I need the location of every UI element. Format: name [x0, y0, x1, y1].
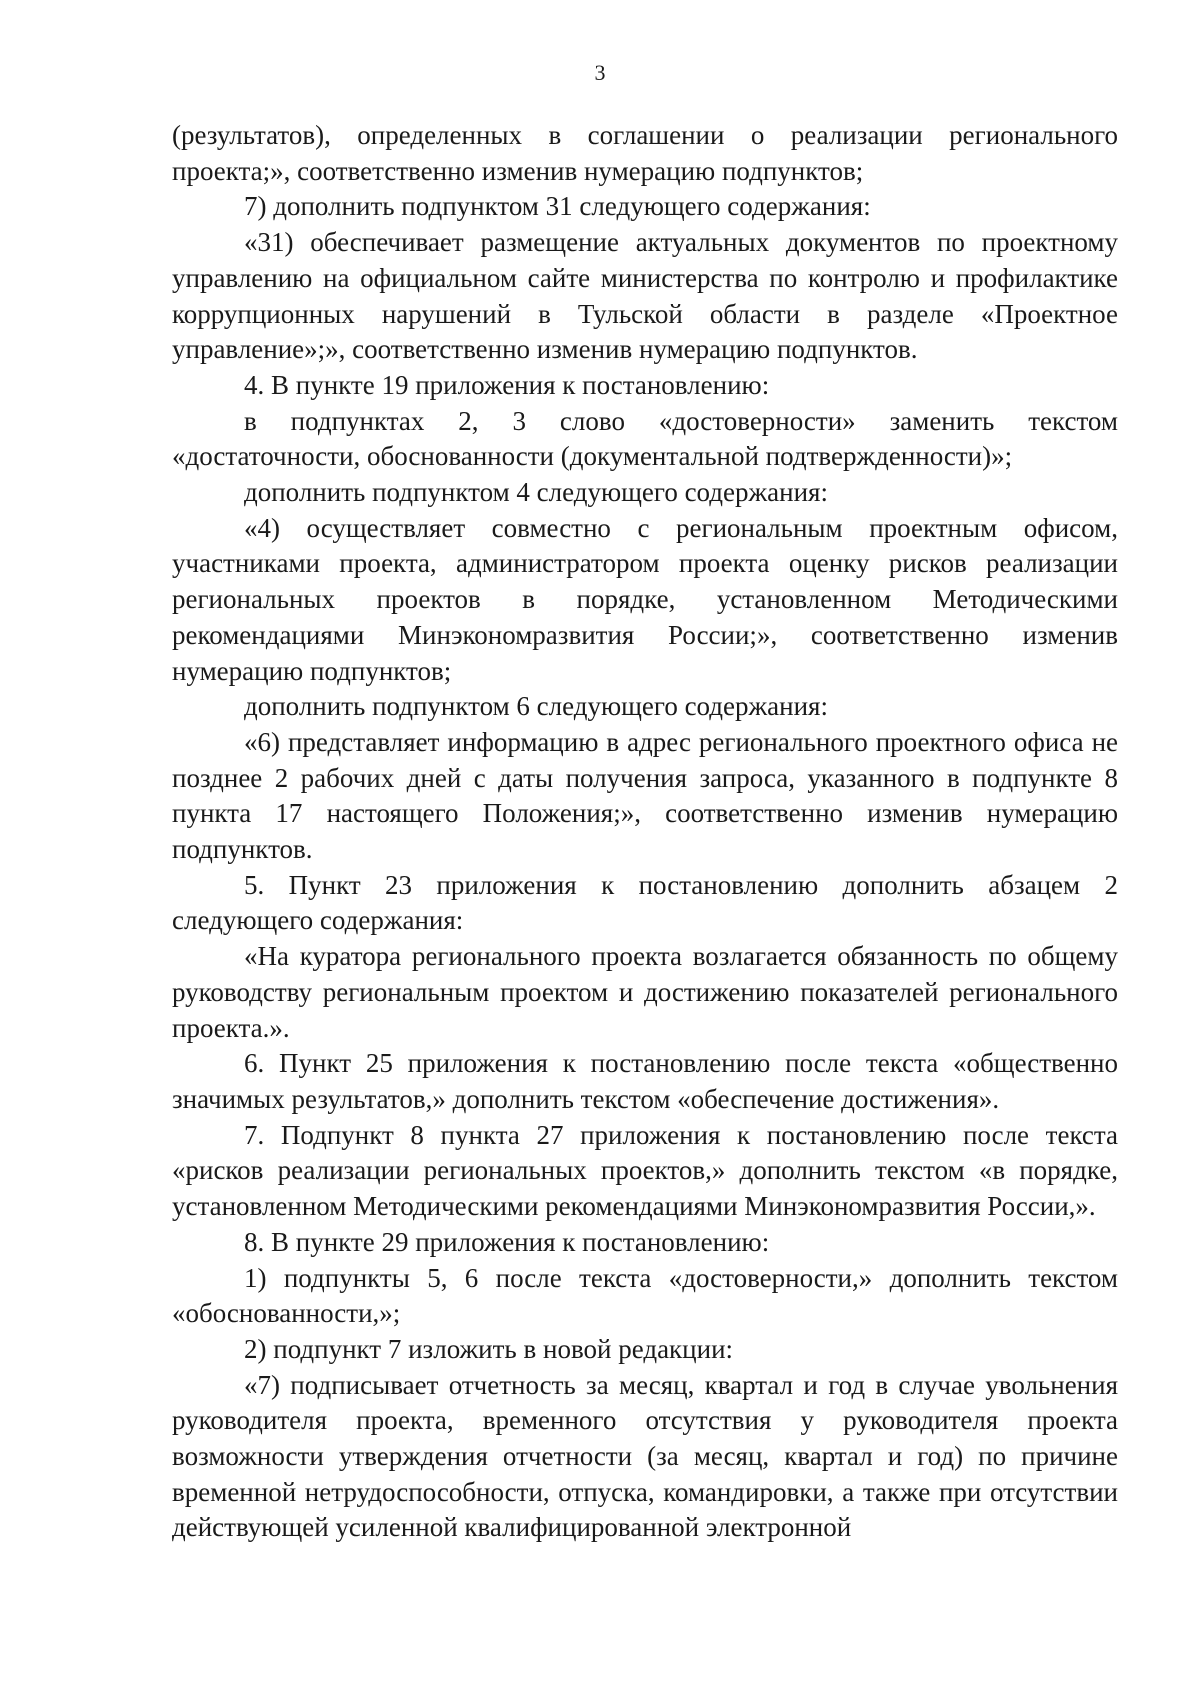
paragraph: «6) представляет информацию в адрес регионального проектного офиса не позднее 2 рабочих дней с даты получения запроса, указанного в подпункте 8 пункта 17 настоящего Положения;», соответственно изменив нумерацию подпунктов.: [172, 726, 1118, 865]
paragraph: 2) подпункт 7 изложить в новой редакции:: [244, 1333, 734, 1364]
paragraph: «31) обеспечивает размещение актуальных документов по проектному управлению на официальном сайте министерства по контролю и профилактике коррупционных нарушений в Тульской области в разделе «Проектное управление»;», соответственно изменив нумерацию подпунктов.: [172, 227, 1118, 365]
paragraph: «7) подписывает отчетность за месяц, квартал и год в случае увольнения руководителя проекта, временного отсутствия у руководителя проекта возможности утверждения отчетности (за месяц, квартал и год) по причине временной нетрудоспособности, отпуска, командировки, а также при отсутствии действующей усиленной квалифицированной электронной: [172, 1369, 1118, 1543]
paragraph: 7. Подпункт 8 пункта 27 приложения к постановлению после текста «рисков реализации региональных проектов,» дополнить текстом «в порядке, установленном Методическими рекомендациями Минэкономразвития России,».: [172, 1119, 1118, 1222]
paragraph: дополнить подпунктом 4 следующего содержания:: [244, 477, 828, 508]
paragraph: в подпунктах 2, 3 слово «достоверности» заменить текстом «достаточности, обоснованности (документальной подтвержденности)»;: [172, 405, 1118, 472]
paragraph: 7) дополнить подпунктом 31 следующего содержания:: [244, 191, 871, 222]
paragraph: 8. В пункте 29 приложения к постановлению:: [244, 1226, 770, 1257]
paragraph: дополнить подпунктом 6 следующего содержания:: [244, 691, 828, 722]
paragraph: «На куратора регионального проекта возлагается обязанность по общему руководству региональным проектом и достижению показателей регионального проекта.».: [172, 941, 1118, 1043]
document-body: [172, 118, 1118, 1546]
paragraph: 4. В пункте 19 приложения к постановлению:: [244, 369, 770, 400]
paragraph: 1) подпункты 5, 6 после текста «достоверности,» дополнить текстом «обоснованности,»;: [172, 1262, 1118, 1329]
paragraph: 5. Пункт 23 приложения к постановлению дополнить абзацем 2 следующего содержания:: [172, 869, 1118, 936]
page-number: 3: [594, 60, 606, 85]
paragraph: 6. Пункт 25 приложения к постановлению после текста «общественно значимых результатов,» дополнить текстом «обеспечение достижения».: [172, 1048, 1118, 1114]
paragraph: «4) осуществляет совместно с региональным проектным офисом, участниками проекта, администратором проекта оценку рисков реализации региональных проектов в порядке, установленном Методическими рекомендациями Минэкономразвития России;», соответственно изменив нумерацию подпунктов;: [172, 512, 1118, 686]
paragraph: (результатов), определенных в соглашении о реализации регионального проекта;», соответственно изменив нумерацию подпунктов;: [172, 120, 1118, 186]
